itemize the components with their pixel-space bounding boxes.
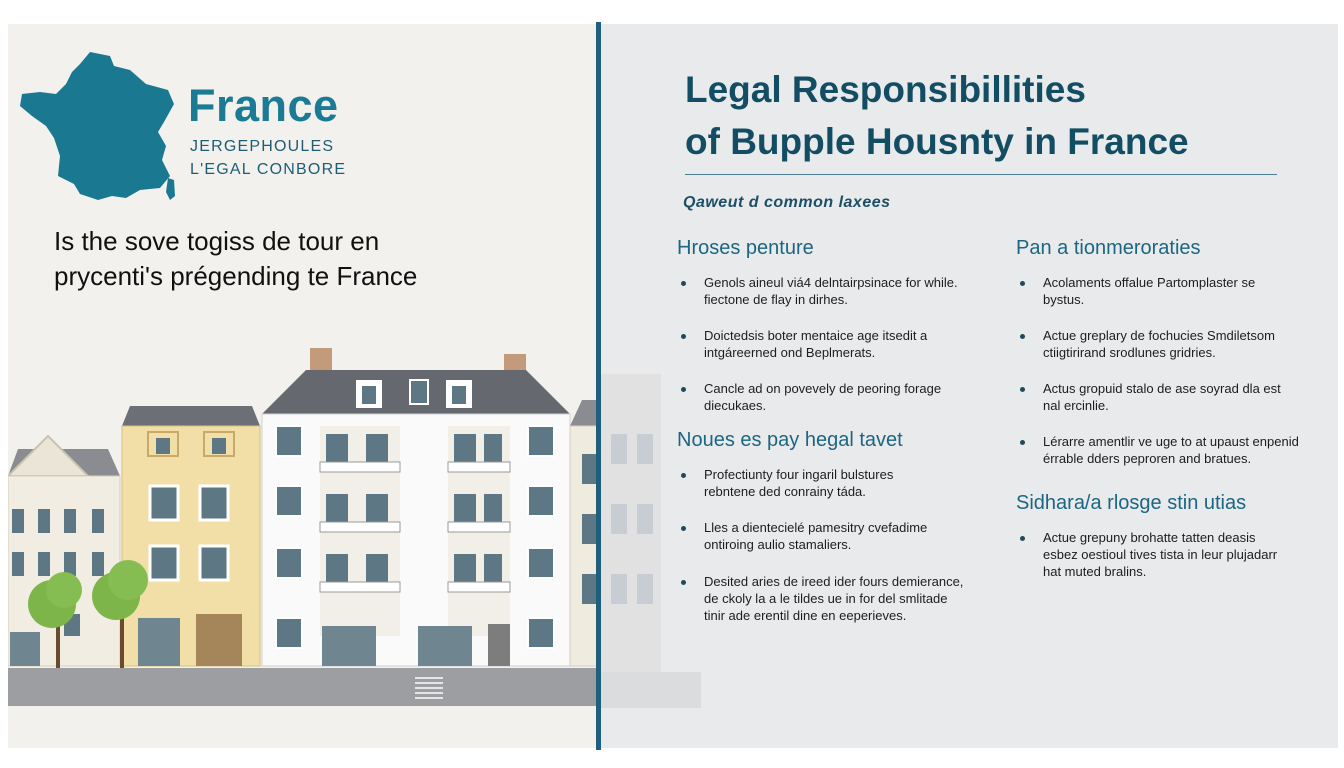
building-left <box>8 436 120 666</box>
bullet-line: Lles a dientecielé pamesitry cvefadime <box>704 520 928 535</box>
bullet-line: diecukaes. <box>704 398 767 413</box>
brand-subtitle-line1: JERGEPHOULES <box>190 138 335 155</box>
bullet-line: fiectone de flay in dirhes. <box>704 292 848 307</box>
bullet-line: érrable dders peproren and bratues. <box>1043 451 1252 466</box>
bullet-line: Acolaments offalue Partomplaster se <box>1043 275 1256 290</box>
list-item <box>677 274 977 308</box>
sidewalk <box>8 668 598 706</box>
list-item <box>1016 433 1316 467</box>
section-title: Sidhara/a rlosge stin utias <box>1016 492 1247 514</box>
bullet-line: Cancle ad on povevely de peoring forage <box>704 381 942 396</box>
page-title <box>685 64 1189 168</box>
section-1 <box>677 237 977 433</box>
list-item <box>1016 327 1316 361</box>
france-map-icon <box>18 50 178 204</box>
building-right-partial <box>570 400 598 666</box>
bullet-line: intgáreerned ond Beplmerats. <box>704 345 876 360</box>
left-headline-line2: prycenti's prégending te France <box>54 261 418 291</box>
infographic <box>8 24 1338 748</box>
bullet-line: Genols aineul viá4 delntairpsinace for while. <box>704 275 958 290</box>
bullet-dot-icon <box>681 580 686 585</box>
right-panel <box>601 24 1338 748</box>
bullet-dot-icon <box>1020 334 1025 339</box>
bullet-dot-icon <box>681 334 686 339</box>
bullet-list <box>677 274 977 414</box>
bullet-line: Desited aries de ireed ider fours demierance, <box>704 574 964 589</box>
building-tall <box>262 348 570 666</box>
bullet-line: Actue grepuny brohatte tatten deasis <box>1043 530 1256 545</box>
list-item <box>677 519 977 553</box>
bullet-line: esbez oestioul tives tista in leur plujadarr <box>1043 547 1278 562</box>
bullet-line: bystus. <box>1043 292 1085 307</box>
bullet-dot-icon <box>681 473 686 478</box>
title-divider <box>685 174 1277 175</box>
list-item <box>677 380 977 414</box>
list-item <box>677 573 977 624</box>
section-3 <box>1016 237 1316 486</box>
bullet-line: Actue greplary de fochucies Smdiletsom <box>1043 328 1275 343</box>
bullet-line: Profectiunty four ingaril bulstures <box>704 467 894 482</box>
section-4 <box>1016 492 1316 599</box>
bullet-line: hat muted bralins. <box>1043 564 1147 579</box>
bullet-line: de ckoly la a le tildes ue in for del smlitade <box>704 591 948 606</box>
bullet-list <box>677 466 977 624</box>
bullet-dot-icon <box>681 526 686 531</box>
list-item <box>1016 274 1316 308</box>
building-yellow <box>122 406 260 666</box>
bullet-line: ctiigtirirand srodlunes gridries. <box>1043 345 1216 360</box>
bullet-line: nal ercinlie. <box>1043 398 1109 413</box>
page-subtitle: Qaweut d common laxees <box>683 194 891 211</box>
bullet-dot-icon <box>681 387 686 392</box>
bullet-list <box>1016 274 1316 467</box>
bullet-line: Doictedsis boter mentaice age itsedit a <box>704 328 928 343</box>
list-item <box>1016 529 1316 580</box>
bullet-dot-icon <box>681 281 686 286</box>
left-headline <box>54 224 584 294</box>
manhole-icon <box>413 675 445 701</box>
bullet-line: ontiroing aulio stamaliers. <box>704 537 852 552</box>
left-headline-line1: Is the sove togiss de tour en <box>54 226 380 256</box>
list-item <box>677 327 977 361</box>
section-title: Hroses penture <box>677 237 814 259</box>
section-title: Pan a tionmeroraties <box>1016 237 1201 259</box>
section-2 <box>677 429 977 643</box>
bullet-dot-icon <box>1020 387 1025 392</box>
street-illustration <box>8 314 598 704</box>
list-item <box>1016 380 1316 414</box>
section-title: Noues es pay hegal tavet <box>677 429 903 451</box>
brand-title: France <box>188 80 339 131</box>
brand-subtitle-line2: L'EGAL CONBORE <box>190 161 347 178</box>
bullet-line: tinir ade erentil dine en eeperieves. <box>704 608 907 623</box>
page-title-line2: of Bupple Housnty in France <box>685 121 1189 162</box>
list-item <box>677 466 977 500</box>
bullet-list <box>1016 529 1316 580</box>
bullet-dot-icon <box>1020 440 1025 445</box>
bullet-dot-icon <box>1020 281 1025 286</box>
bullet-line: Lérarre amentlir ve uge to at upaust enpenid <box>1043 434 1299 449</box>
bullet-line: Actus gropuid stalo de ase soyrad dla est <box>1043 381 1281 396</box>
left-panel <box>8 24 598 748</box>
bullet-dot-icon <box>1020 536 1025 541</box>
bullet-line: rebntene ded conrainy táda. <box>704 484 866 499</box>
page-title-line1: Legal Responsibillities <box>685 69 1086 110</box>
